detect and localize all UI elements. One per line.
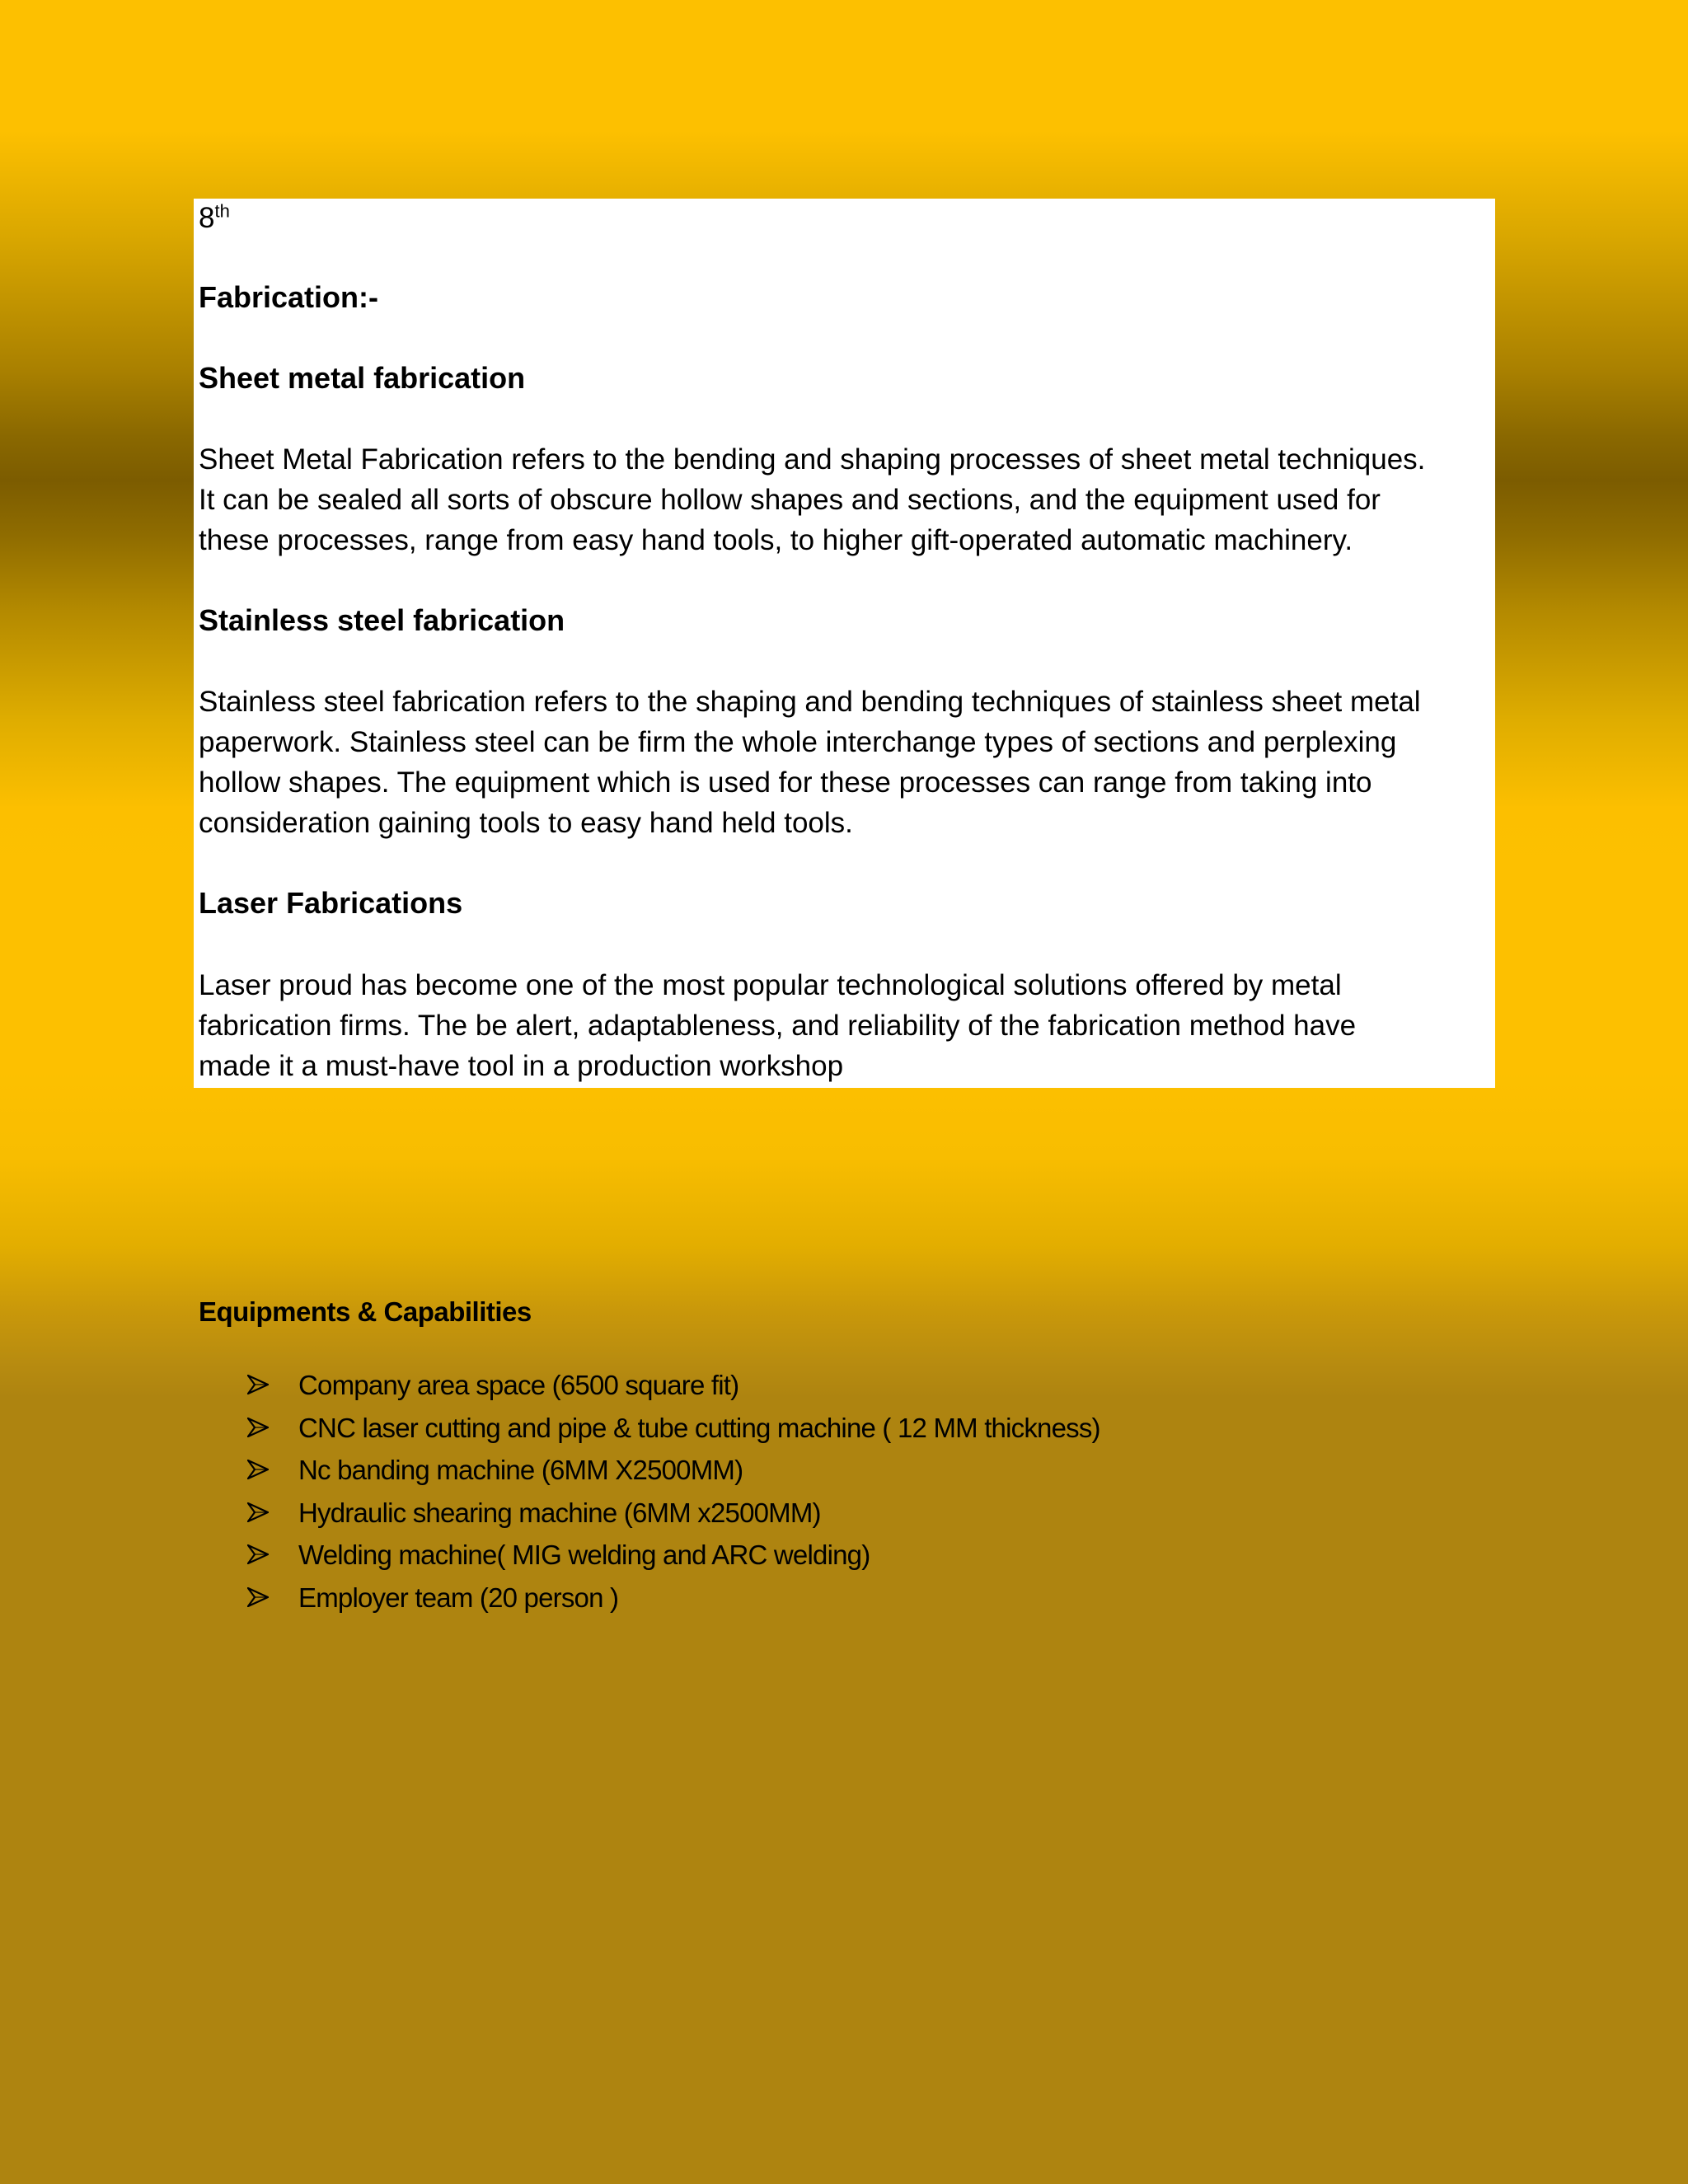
paragraph-line: made it a must-have tool in a production workshop bbox=[199, 1050, 844, 1082]
arrowhead-bullet-icon bbox=[247, 1418, 269, 1437]
section-paragraph-laser bbox=[199, 965, 1489, 1086]
section-heading-sheet-metal: Sheet metal fabrication bbox=[199, 361, 526, 395]
paragraph-line: Stainless steel fabrication refers to the shaping and bending techniques of stainless sheet metal bbox=[199, 686, 1421, 718]
fabrication-text-box bbox=[194, 199, 1495, 1088]
paragraph-line: Sheet Metal Fabrication refers to the bending and shaping processes of sheet metal techniques. bbox=[199, 443, 1426, 476]
list-item-text: Hydraulic shearing machine (6MM x2500MM) bbox=[298, 1497, 821, 1528]
list-item-text: CNC laser cutting and pipe & tube cutting machine ( 12 MM thickness) bbox=[298, 1412, 1100, 1443]
list-item-text: Company area space (6500 square fit) bbox=[298, 1370, 739, 1400]
arrowhead-bullet-icon bbox=[247, 1375, 269, 1394]
paragraph-line: these processes, range from easy hand tools, to higher gift-operated automatic machinery. bbox=[199, 524, 1353, 556]
section-heading-laser: Laser Fabrications bbox=[199, 886, 463, 920]
list-item-text: Welding machine( MIG welding and ARC welding) bbox=[298, 1540, 870, 1570]
section-paragraph-stainless-steel bbox=[199, 682, 1489, 843]
paragraph-line: paperwork. Stainless steel can be firm the whole interchange types of sections and perplexing bbox=[199, 726, 1397, 758]
paragraph-line: It can be sealed all sorts of obscure hollow shapes and sections, and the equipment used for bbox=[199, 484, 1381, 516]
page-number-suffix: th bbox=[214, 200, 230, 222]
paragraph-line: fabrication firms. The be alert, adaptableness, and reliability of the fabrication method have bbox=[199, 1010, 1357, 1042]
paragraph-line: hollow shapes. The equipment which is used for these processes can range from taking into bbox=[199, 766, 1372, 799]
page-number-value: 8 bbox=[199, 202, 215, 234]
section-heading-stainless-steel: Stainless steel fabrication bbox=[199, 603, 565, 637]
paragraph-line: Laser proud has become one of the most popular technological solutions offered by metal bbox=[199, 969, 1342, 1001]
arrowhead-bullet-icon bbox=[247, 1460, 269, 1479]
list-item-text: Nc banding machine (6MM X2500MM) bbox=[298, 1455, 743, 1485]
arrowhead-bullet-icon bbox=[247, 1587, 269, 1607]
fabrication-title: Fabrication:- bbox=[199, 280, 379, 314]
arrowhead-bullet-icon bbox=[247, 1502, 269, 1522]
arrowhead-bullet-icon bbox=[247, 1544, 269, 1564]
list-item-text: Employer team (20 person ) bbox=[298, 1582, 619, 1613]
paragraph-line: consideration gaining tools to easy hand held tools. bbox=[199, 807, 853, 839]
section-paragraph-sheet-metal bbox=[199, 439, 1489, 560]
page-number bbox=[199, 202, 230, 235]
equipments-heading: Equipments & Capabilities bbox=[199, 1296, 532, 1327]
